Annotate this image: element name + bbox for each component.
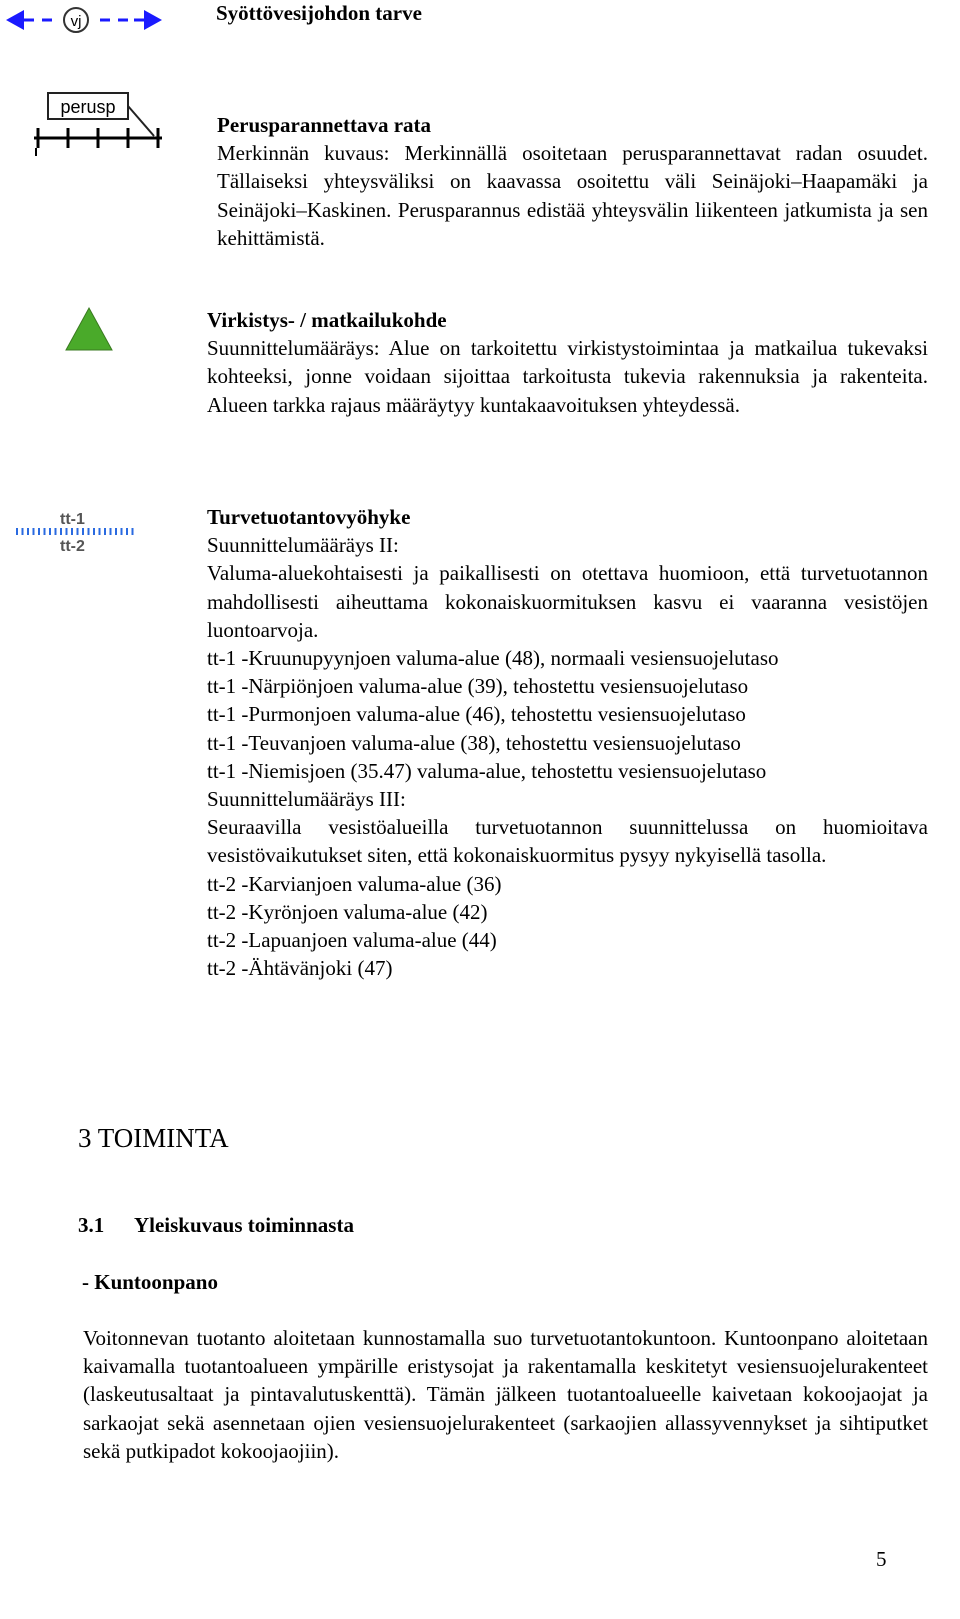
section-heading [78, 1211, 354, 1239]
section-title: Yleiskuvaus toiminnasta [133, 1213, 354, 1237]
list-item: tt-2 -Ähtävänjoki (47) [207, 956, 393, 981]
rail-description: Merkinnän kuvaus: Merkinnällä osoitetaan perusparannettavat radan osuudet. Tällaiseksi yhteysväliksi on kaavassa osoitettu väli Seinäjoki–Haapamäki ja Seinäjoki–Kaskinen. Perusparannus edistää yhteysvälin liikenteen jatkumista ja sen kehittämistä. [217, 141, 928, 250]
tt1-list [207, 644, 928, 785]
peat-title: Turvetuotantovyöhyke [207, 505, 411, 529]
list-item: tt-1 -Närpiönjoen valuma-alue (39), tehostettu vesiensuojelutaso [207, 674, 749, 699]
water-line-icon [4, 4, 164, 36]
page-number: 5 [876, 1547, 887, 1571]
regulation-3-body: Seuraavilla vesistöalueilla turvetuotannon suunnittelussa on huomioitava vesistövaikutukset siten, että kokonaiskuormitus pysyy nykyisellä tasolla. [207, 815, 928, 868]
subsection-title: - Kuntoonpano [82, 1270, 218, 1294]
chapter-title: 3 TOIMINTA [78, 1123, 229, 1153]
section-number: 3.1 [78, 1213, 105, 1237]
water-line-title: Syöttövesijohdon tarve [216, 1, 422, 25]
list-item: tt-1 -Kruunupyynjoen valuma-alue (48), normaali vesiensuojelutaso [207, 646, 779, 671]
regulation-2-body: Valuma-aluekohtaisesti ja paikallisesti on otettava huomioon, että turvetuotannon mahdollisesti aiheuttama kokonaiskuormituksen kasvu ei vaaranna vesistöjen luontoarvoja. [207, 561, 928, 642]
list-item: tt-1 -Purmonjoen valuma-alue (46), tehostettu vesiensuojelutaso [207, 702, 746, 727]
list-item: tt-2 -Lapuanjoen valuma-alue (44) [207, 928, 497, 953]
list-item: tt-1 -Niemisjoen (35.47) valuma-alue, tehostettu vesiensuojelutaso [207, 758, 767, 783]
rail-icon [30, 88, 170, 158]
recreation-title: Virkistys- / matkailukohde [207, 308, 447, 332]
list-item: tt-2 -Kyrönjoen valuma-alue (42) [207, 899, 488, 924]
triangle-icon [64, 306, 114, 352]
rail-title: Perusparannettava rata [217, 113, 432, 137]
peat-zone-icon-label-2: tt-2 [60, 538, 85, 555]
peat-zone-icon-label-1: tt-1 [60, 511, 85, 528]
regulation-3-heading: Suunnittelumääräys III: [207, 787, 406, 812]
peat-zone-icon [14, 506, 144, 558]
regulation-2-heading: Suunnittelumääräys II: [207, 533, 399, 558]
tt2-list [207, 870, 928, 983]
water-line-icon-label: vj [70, 13, 82, 30]
list-item: tt-1 -Teuvanjoen valuma-alue (38), tehostettu vesiensuojelutaso [207, 730, 741, 755]
rail-icon-label: perusp [60, 97, 116, 117]
recreation-description: Suunnittelumääräys: Alue on tarkoitettu virkistystoimintaa ja matkailua tukevaksi kohteeksi, jonne voidaan sijoittaa tarkoitusta tukevia rakennuksia ja rakenteita. Alueen tarkka rajaus määräytyy kuntakaavoituksen yhteydessä. [207, 336, 928, 417]
body-paragraph: Voitonnevan tuotanto aloitetaan kunnostamalla suo turvetuotantokuntoon. Kuntoonpano aloitetaan kaivamalla tuotantoalueen ympärille eristysojat ja rakentamalla keskitetyt vesiensuojelurakenteet (laskeutusaltaat ja pintavalutuskenttä). Tämän jälkeen tuotantoalueelle kaivetaan kokoojaojat ja sarkaojat sekä asennetaan ojien vesiensuojelurakenteet (sarkaojien allassyvennykset ja sihtiputket sekä putkipadot kokoojaojiin). [83, 1326, 928, 1463]
list-item: tt-2 -Karvianjoen valuma-alue (36) [207, 871, 502, 896]
